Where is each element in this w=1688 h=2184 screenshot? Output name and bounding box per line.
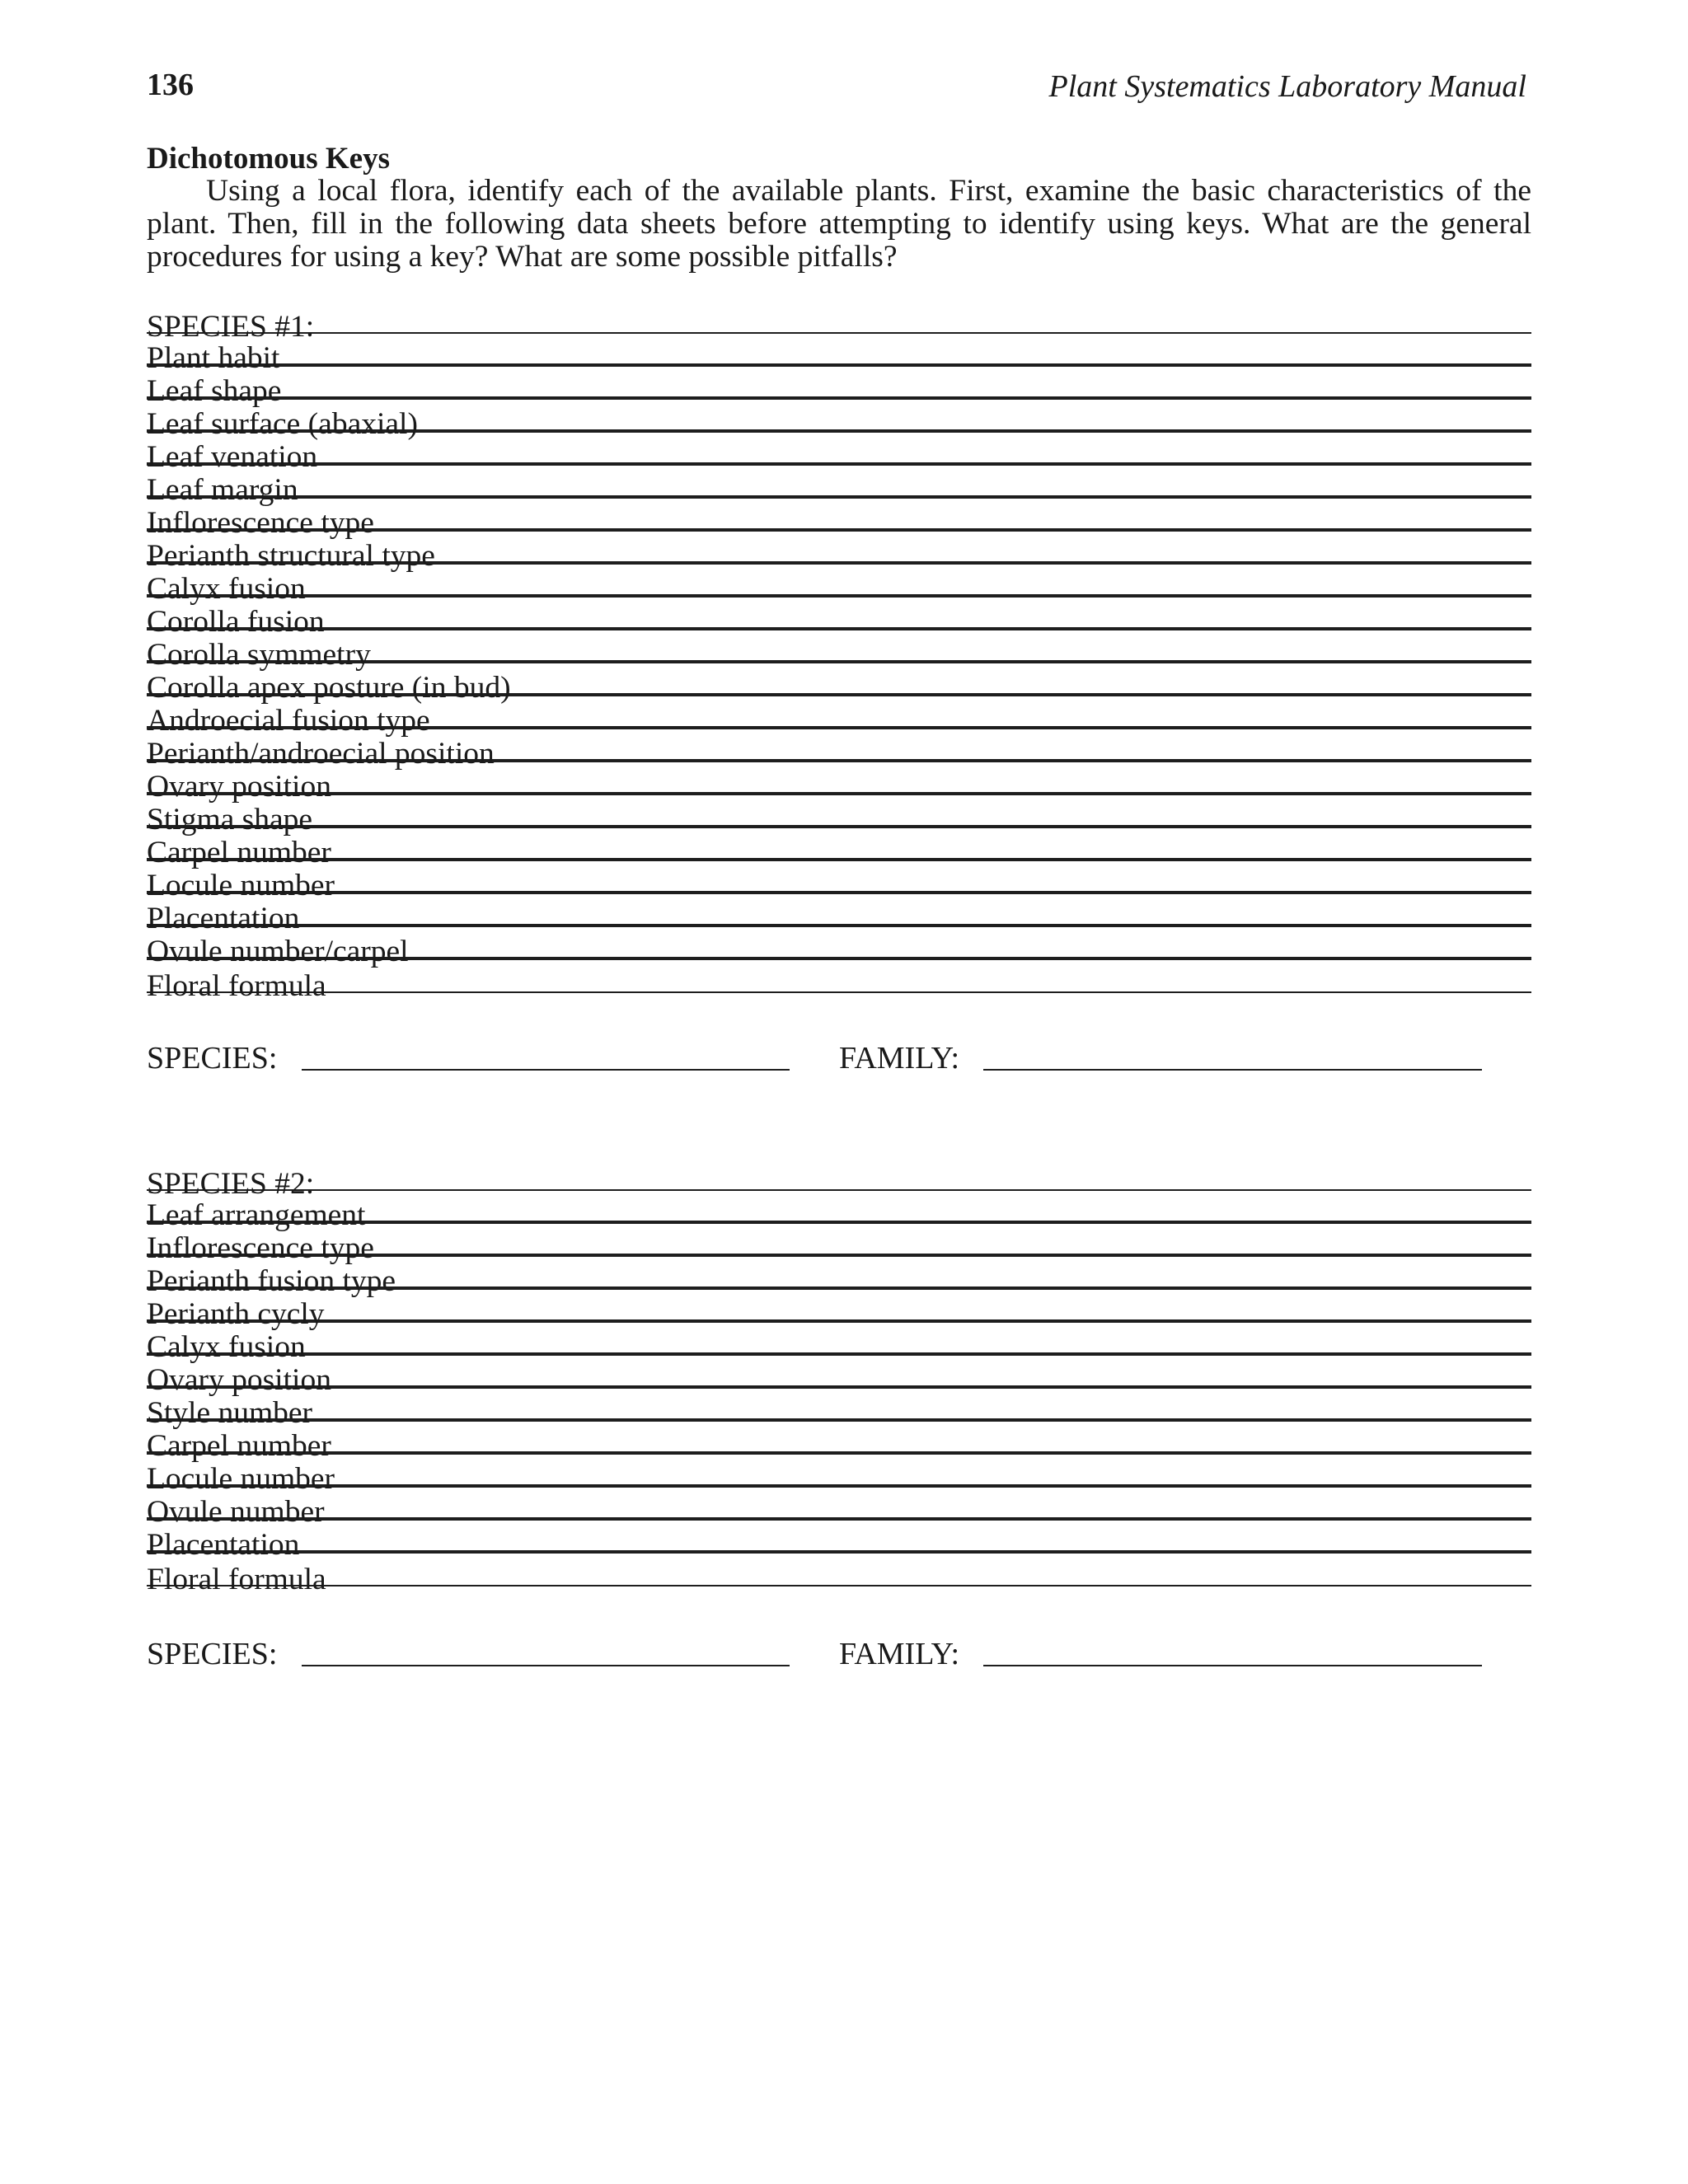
species-label: SPECIES:	[147, 1041, 278, 1076]
field-label: Corolla fusion	[147, 604, 325, 639]
field-label: Leaf surface (abaxial)	[147, 406, 418, 441]
species-1-field-row[interactable]	[147, 795, 1531, 837]
species-2-field-row[interactable]	[147, 1554, 1531, 1596]
species-1-title: SPECIES #1:	[147, 309, 315, 344]
species-2-field-row[interactable]	[147, 1290, 1531, 1331]
species-1-field-row[interactable]	[147, 861, 1531, 902]
field-label: Ovary position	[147, 769, 331, 804]
species-2-field-row[interactable]	[147, 1455, 1531, 1496]
species-2-field-row[interactable]	[147, 1224, 1531, 1265]
intro-paragraph: Using a local flora, identify each of the available plants. First, examine the basic characteristics of the plant. Then, fill in the following data sheets before attempting to identify using keys. What are the general procedures for using a key? What are some possible pitfalls?	[147, 174, 1531, 274]
field-label: Ovule number/carpel	[147, 934, 409, 968]
field-label: Plant habit	[147, 340, 280, 375]
field-label: Leaf shape	[147, 373, 282, 408]
field-label: Ovule number	[147, 1494, 325, 1529]
field-label: Calyx fusion	[147, 1329, 306, 1364]
species-1-field-row[interactable]	[147, 894, 1531, 935]
species-1-field-row[interactable]	[147, 696, 1531, 738]
field-label: Corolla apex posture (in bud)	[147, 670, 511, 705]
field-label: Perianth/androecial position	[147, 736, 495, 771]
field-label: Perianth cycly	[147, 1296, 325, 1331]
species-1-field-row[interactable]	[147, 400, 1531, 441]
species-1-field-row[interactable]	[147, 565, 1531, 606]
species-1-field-row[interactable]	[147, 663, 1531, 705]
field-label: Locule number	[147, 868, 335, 902]
species-1-field-row[interactable]	[147, 367, 1531, 408]
species-2-field-row[interactable]	[147, 1323, 1531, 1364]
field-label: Leaf margin	[147, 472, 298, 507]
species-1-field-row[interactable]	[147, 729, 1531, 771]
species-1-field-row[interactable]	[147, 828, 1531, 869]
species-1-answer-line	[147, 1026, 1531, 1076]
field-label: Placentation	[147, 901, 300, 935]
field-label: Inflorescence type	[147, 1230, 374, 1265]
field-label: Locule number	[147, 1461, 335, 1496]
field-label: Perianth structural type	[147, 538, 435, 573]
field-label: Style number	[147, 1395, 313, 1430]
field-label: Calyx fusion	[147, 571, 306, 606]
running-title: Plant Systematics Laboratory Manual	[1048, 69, 1526, 104]
species-1-title-row[interactable]	[147, 301, 1531, 344]
family-label: FAMILY:	[839, 1041, 960, 1076]
field-label: Leaf arrangement	[147, 1197, 366, 1232]
family-blank[interactable]	[983, 1665, 1482, 1666]
species-2-field-row[interactable]	[147, 1422, 1531, 1463]
species-2-data-sheet	[147, 1158, 1531, 1596]
species-2-field-row[interactable]	[147, 1356, 1531, 1397]
field-label: Carpel number	[147, 1428, 331, 1463]
species-1-field-row[interactable]	[147, 532, 1531, 573]
field-label: Floral formula	[147, 1562, 326, 1596]
species-2-field-row[interactable]	[147, 1257, 1531, 1298]
field-label: Placentation	[147, 1527, 300, 1562]
species-1-field-row[interactable]	[147, 466, 1531, 507]
species-label: SPECIES:	[147, 1637, 278, 1671]
field-label: Leaf venation	[147, 439, 318, 474]
species-1-field-row[interactable]	[147, 433, 1531, 474]
species-2-title: SPECIES #2:	[147, 1166, 315, 1201]
species-1-field-row[interactable]	[147, 334, 1531, 375]
field-label: Carpel number	[147, 835, 331, 869]
species-1-field-row[interactable]	[147, 598, 1531, 639]
field-label: Corolla symmetry	[147, 637, 371, 672]
species-blank[interactable]	[302, 1069, 790, 1071]
field-label: Perianth fusion type	[147, 1263, 396, 1298]
field-label: Ovary position	[147, 1362, 331, 1397]
species-1-data-sheet	[147, 301, 1531, 1003]
species-1-field-row[interactable]	[147, 499, 1531, 540]
page-number: 136	[147, 68, 194, 102]
field-label: Androecial fusion type	[147, 703, 430, 738]
species-2-title-row[interactable]	[147, 1158, 1531, 1201]
species-blank[interactable]	[302, 1665, 790, 1666]
species-1-field-row[interactable]	[147, 762, 1531, 804]
family-blank[interactable]	[983, 1069, 1482, 1071]
species-2-field-row[interactable]	[147, 1389, 1531, 1430]
species-2-field-row[interactable]	[147, 1191, 1531, 1232]
species-1-field-row[interactable]	[147, 630, 1531, 672]
field-label: Inflorescence type	[147, 505, 374, 540]
section-title: Dichotomous Keys	[147, 142, 390, 176]
species-2-answer-line	[147, 1622, 1531, 1671]
species-2-field-row[interactable]	[147, 1488, 1531, 1529]
field-label: Floral formula	[147, 968, 326, 1003]
family-label: FAMILY:	[839, 1637, 960, 1671]
species-1-field-row[interactable]	[147, 960, 1531, 1003]
species-1-field-row[interactable]	[147, 927, 1531, 968]
species-2-field-row[interactable]	[147, 1521, 1531, 1562]
field-label: Stigma shape	[147, 802, 313, 837]
